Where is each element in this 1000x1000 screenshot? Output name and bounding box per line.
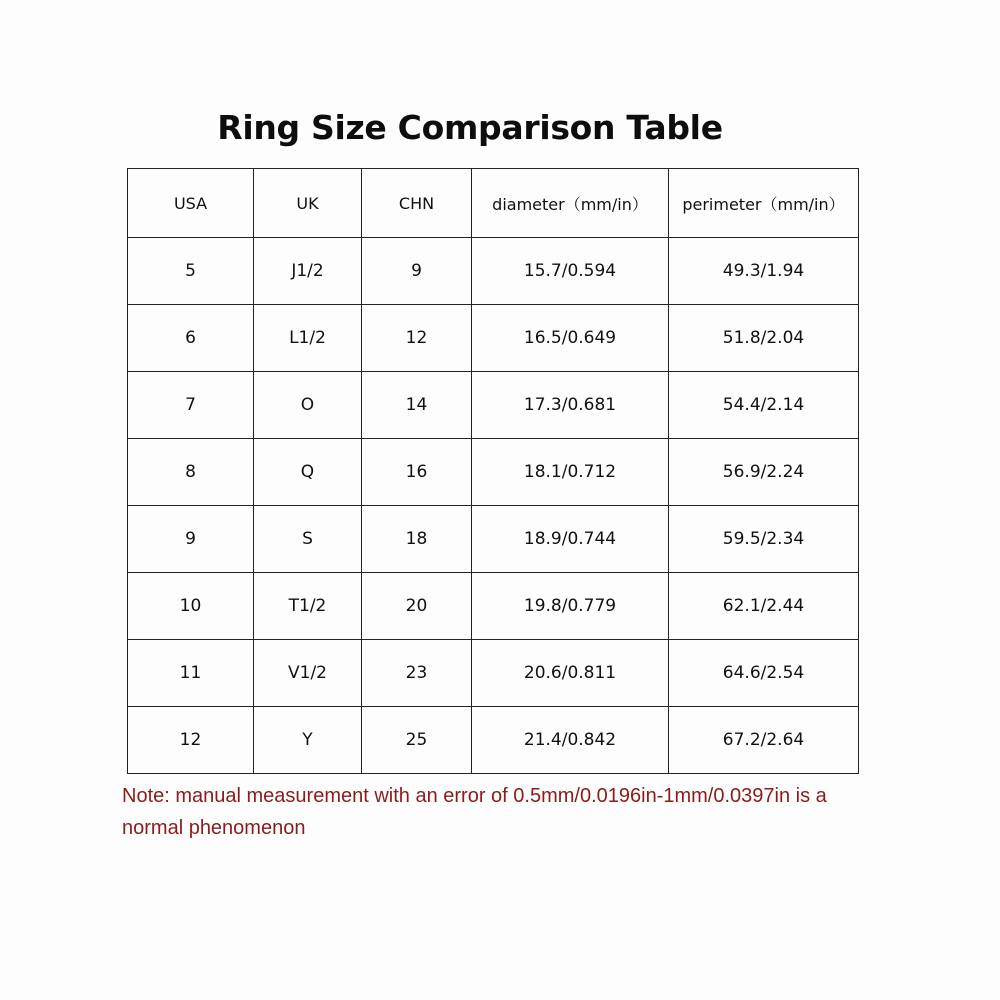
cell-uk-size: Q bbox=[254, 439, 362, 506]
cell-uk-size: Y bbox=[254, 707, 362, 774]
cell-diameter: 16.5/0.649 bbox=[472, 305, 669, 372]
table-row bbox=[128, 372, 859, 439]
cell-usa-size: 10 bbox=[128, 573, 254, 640]
ring-size-table bbox=[127, 168, 859, 774]
cell-usa-size: 11 bbox=[128, 640, 254, 707]
cell-diameter: 19.8/0.779 bbox=[472, 573, 669, 640]
table-body bbox=[128, 238, 859, 774]
table-row bbox=[128, 439, 859, 506]
table-row bbox=[128, 305, 859, 372]
cell-uk-size: L1/2 bbox=[254, 305, 362, 372]
table-row bbox=[128, 640, 859, 707]
cell-perimeter: 51.8/2.04 bbox=[669, 305, 859, 372]
column-header-uk: UK bbox=[254, 169, 362, 238]
cell-perimeter: 56.9/2.24 bbox=[669, 439, 859, 506]
table-row bbox=[128, 506, 859, 573]
table-row bbox=[128, 238, 859, 305]
cell-usa-size: 7 bbox=[128, 372, 254, 439]
cell-chn-size: 23 bbox=[362, 640, 472, 707]
cell-chn-size: 14 bbox=[362, 372, 472, 439]
column-header-usa: USA bbox=[128, 169, 254, 238]
cell-uk-size: V1/2 bbox=[254, 640, 362, 707]
cell-usa-size: 6 bbox=[128, 305, 254, 372]
cell-usa-size: 9 bbox=[128, 506, 254, 573]
page-title: Ring Size Comparison Table bbox=[217, 108, 723, 147]
cell-chn-size: 9 bbox=[362, 238, 472, 305]
cell-uk-size: S bbox=[254, 506, 362, 573]
table-row bbox=[128, 707, 859, 774]
cell-usa-size: 8 bbox=[128, 439, 254, 506]
cell-chn-size: 18 bbox=[362, 506, 472, 573]
cell-chn-size: 20 bbox=[362, 573, 472, 640]
cell-diameter: 17.3/0.681 bbox=[472, 372, 669, 439]
cell-diameter: 18.1/0.712 bbox=[472, 439, 669, 506]
column-header-perimeter: perimeter（mm/in） bbox=[669, 169, 859, 238]
cell-usa-size: 12 bbox=[128, 707, 254, 774]
cell-diameter: 21.4/0.842 bbox=[472, 707, 669, 774]
cell-uk-size: O bbox=[254, 372, 362, 439]
cell-usa-size: 5 bbox=[128, 238, 254, 305]
cell-perimeter: 64.6/2.54 bbox=[669, 640, 859, 707]
cell-uk-size: T1/2 bbox=[254, 573, 362, 640]
cell-perimeter: 67.2/2.64 bbox=[669, 707, 859, 774]
cell-perimeter: 59.5/2.34 bbox=[669, 506, 859, 573]
cell-chn-size: 16 bbox=[362, 439, 472, 506]
cell-perimeter: 54.4/2.14 bbox=[669, 372, 859, 439]
column-header-diameter: diameter（mm/in） bbox=[472, 169, 669, 238]
column-header-chn: CHN bbox=[362, 169, 472, 238]
cell-diameter: 18.9/0.744 bbox=[472, 506, 669, 573]
cell-uk-size: J1/2 bbox=[254, 238, 362, 305]
cell-perimeter: 49.3/1.94 bbox=[669, 238, 859, 305]
cell-perimeter: 62.1/2.44 bbox=[669, 573, 859, 640]
cell-chn-size: 12 bbox=[362, 305, 472, 372]
cell-diameter: 15.7/0.594 bbox=[472, 238, 669, 305]
cell-chn-size: 25 bbox=[362, 707, 472, 774]
table-header-row bbox=[128, 169, 859, 238]
cell-diameter: 20.6/0.811 bbox=[472, 640, 669, 707]
measurement-note: Note: manual measurement with an error of 0.5mm/0.0196in-1mm/0.0397in is a normal phenomenon bbox=[122, 785, 827, 839]
table-row bbox=[128, 573, 859, 640]
